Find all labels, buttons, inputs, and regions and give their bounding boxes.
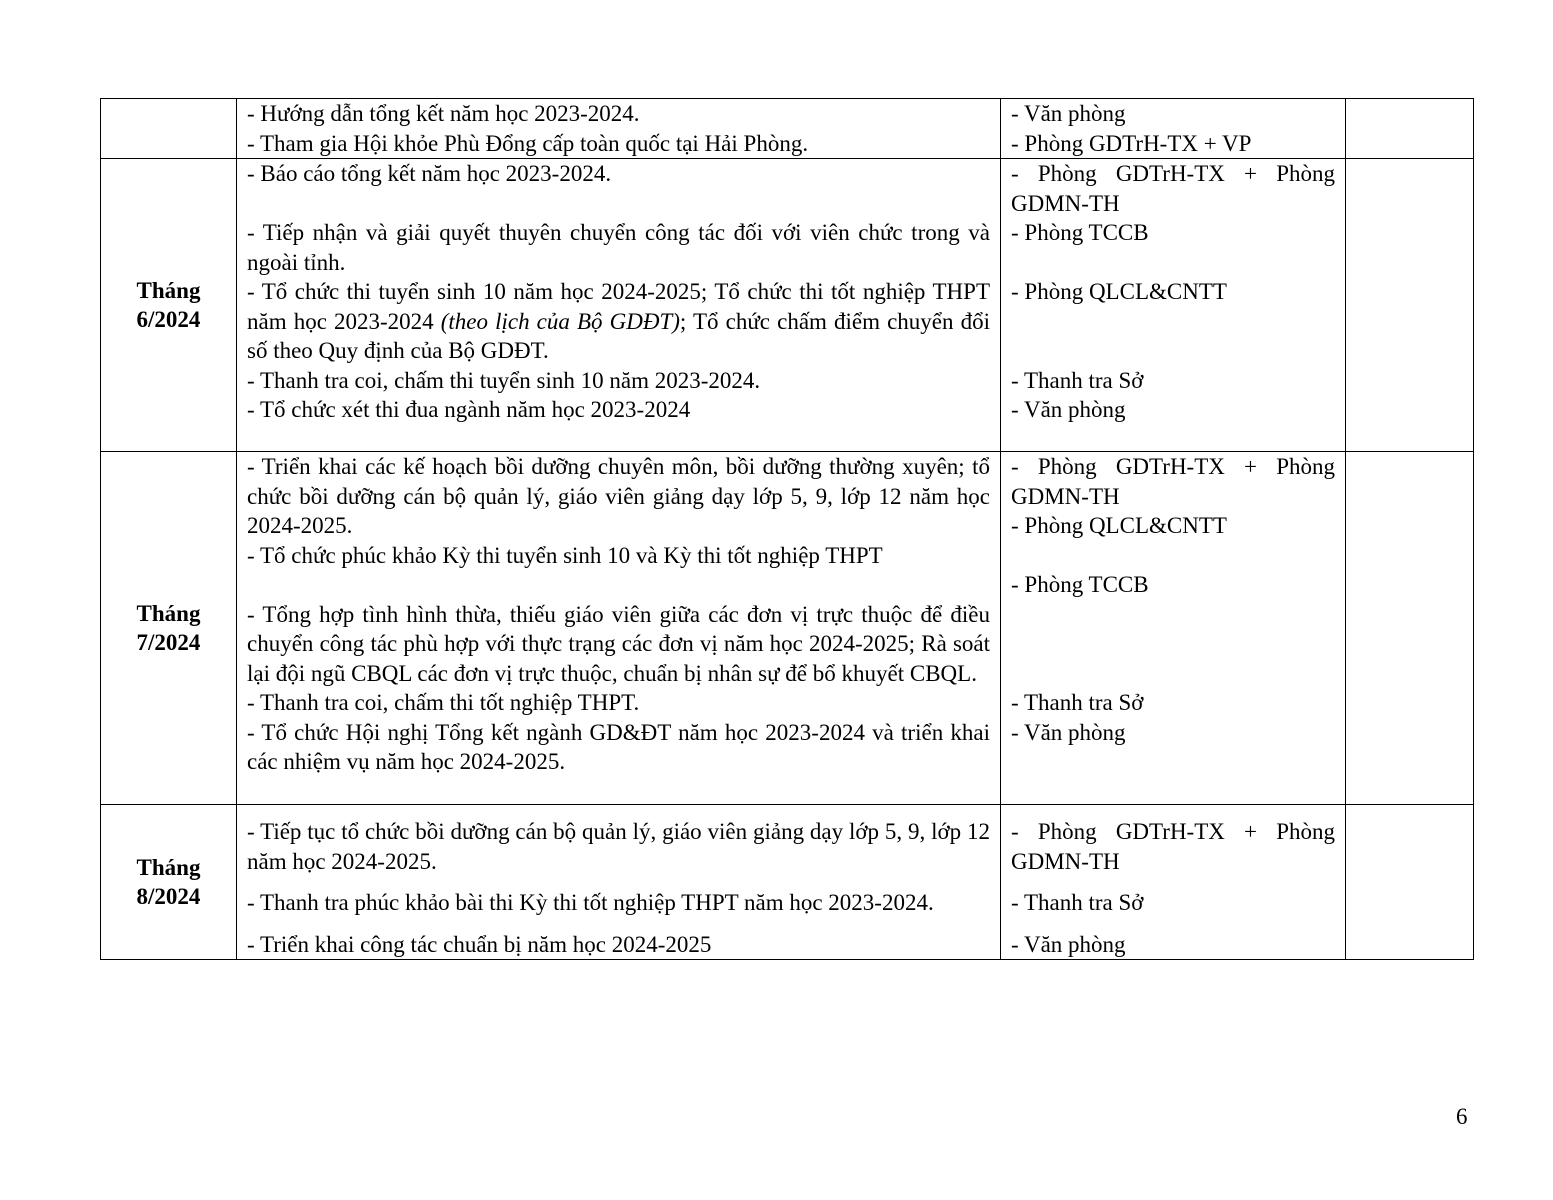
task-item: - Hướng dẫn tổng kết năm học 2023-2024. [247, 101, 640, 126]
unit-item: - Thanh tra Sở [1011, 690, 1144, 715]
unit-item: - Văn phòng [1011, 719, 1126, 745]
month-label: Tháng [136, 600, 201, 626]
task-item: - Tổ chức phúc khảo Kỳ thi tuyển sinh 10 và Kỳ thi tốt nghiệp THPT [247, 542, 883, 568]
month-label: Tháng [136, 277, 201, 303]
unit-item: - Văn phòng [1011, 101, 1126, 126]
units-cell [1001, 452, 1346, 805]
unit-item: - Văn phòng [1011, 397, 1126, 422]
month-cell [101, 99, 237, 159]
month-value: 6/2024 [136, 307, 201, 332]
page-number: 6 [1456, 1104, 1468, 1129]
unit-item: - Văn phòng [1011, 931, 1126, 957]
month-cell [101, 805, 237, 960]
task-item: - Triển khai các kế hoạch bồi dưỡng chuyên môn, bồi dưỡng thường xuyên; tổ chức bồi dưỡng cán bộ quản lý, giáo viên giảng dạy lớp 5, 9, lớp 12 năm học 2024-2025. [247, 454, 990, 538]
task-item: - Triển khai công tác chuẩn bị năm học 2024-2025 [247, 931, 712, 957]
table-row [101, 159, 1474, 452]
notes-cell [1346, 159, 1474, 452]
task-item: - Tiếp tục tổ chức bồi dưỡng cán bộ quản lý, giáo viên giảng dạy lớp 5, 9, lớp 12 năm học 2024-2025. [247, 819, 990, 874]
task-item: - Tổ chức Hội nghị Tổng kết ngành GD&ĐT năm học 2023-2024 và triển khai các nhiệm vụ năm học 2024-2025. [247, 719, 990, 774]
task-item: - Tổng hợp tình hình thừa, thiếu giáo viên giữa các đơn vị trực thuộc để điều chuyển công tác phù hợp với thực trạng các đơn vị năm học 2024-2025; Rà soát lại đội ngũ CBQL các đơn vị trực thuộc, chuẩn bị nhân sự để bổ khuyết CBQL. [247, 601, 990, 686]
task-item: - Báo cáo tổng kết năm học 2023-2024. [247, 161, 612, 186]
table-row [101, 805, 1474, 960]
units-cell [1001, 99, 1346, 159]
task-item: - Thanh tra coi, chấm thi tốt nghiệp THPT. [247, 690, 640, 715]
month-value: 7/2024 [136, 630, 201, 655]
unit-item: - Phòng GDTrH-TX + Phòng GDMN-TH [1011, 819, 1335, 874]
unit-item: - Phòng QLCL&CNTT [1011, 513, 1227, 538]
units-cell [1001, 805, 1346, 960]
unit-item: - Phòng GDTrH-TX + Phòng GDMN-TH [1011, 161, 1335, 216]
task-item: - Tổ chức thi tuyển sinh 10 năm học 2024-2025; Tổ chức thi tốt nghiệp THPT năm học 2023-2024 (theo lịch của Bộ GDĐT); Tổ chức chấm điểm chuyển đổi số theo Quy định của Bộ GDĐT. [247, 279, 990, 363]
unit-item: - Thanh tra Sở [1011, 890, 1144, 915]
task-item: - Thanh tra coi, chấm thi tuyển sinh 10 năm 2023-2024. [247, 367, 761, 393]
table-row [101, 452, 1474, 805]
month-cell [101, 452, 237, 805]
task-item: - Tổ chức xét thi đua ngành năm học 2023-2024 [247, 397, 691, 422]
tasks-cell [237, 805, 1001, 960]
month-value: 8/2024 [136, 884, 201, 909]
table-row [101, 99, 1474, 159]
notes-cell [1346, 805, 1474, 960]
units-cell [1001, 159, 1346, 452]
task-item: - Thanh tra phúc khảo bài thi Kỳ thi tốt nghiệp THPT năm học 2023-2024. [247, 890, 934, 915]
unit-item: - Phòng GDTrH-TX + Phòng GDMN-TH [1011, 454, 1335, 509]
task-item: - Tiếp nhận và giải quyết thuyên chuyển công tác đối với viên chức trong và ngoài tỉnh. [247, 220, 990, 275]
month-cell [101, 159, 237, 452]
tasks-cell [237, 99, 1001, 159]
unit-item: - Thanh tra Sở [1011, 367, 1144, 393]
unit-item: - Phòng GDTrH-TX + VP [1011, 130, 1252, 156]
schedule-table [100, 98, 1474, 960]
notes-cell [1346, 452, 1474, 805]
tasks-cell [237, 159, 1001, 452]
unit-item: - Phòng QLCL&CNTT [1011, 279, 1227, 304]
tasks-cell [237, 452, 1001, 805]
unit-item: - Phòng TCCB [1011, 572, 1149, 597]
month-label: Tháng [136, 854, 201, 880]
unit-item: - Phòng TCCB [1011, 220, 1149, 245]
notes-cell [1346, 99, 1474, 159]
task-item: - Tham gia Hội khỏe Phù Đổng cấp toàn quốc tại Hải Phòng. [247, 130, 809, 156]
